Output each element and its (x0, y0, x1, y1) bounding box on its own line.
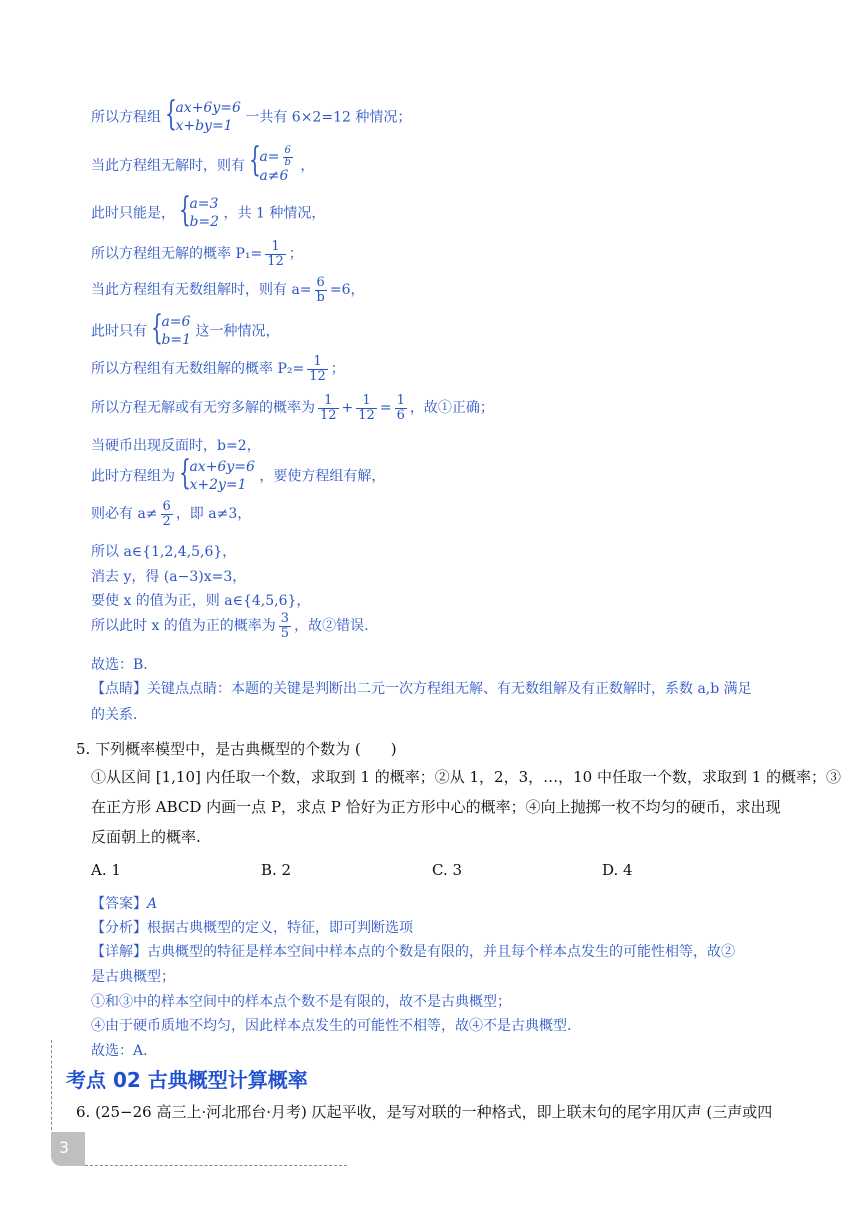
eq-row: ax+6y=6 (189, 459, 255, 475)
solution-line-10 (91, 453, 386, 494)
numerator: 1 (318, 394, 339, 409)
numerator: 6 (315, 276, 327, 291)
q5-body-line: 在正方形 ABCD 内画一点 P，求点 P 恰好为正方形中心的概率；④向上抛掷一枚不均匀的硬币，求出现 (91, 798, 781, 816)
operator: + (341, 400, 354, 417)
footer-dashed-line (85, 1165, 347, 1166)
text: 当此方程组有无数组解时，则有 a= (91, 282, 312, 299)
text: 根据古典概型的定义，特征，即可判断选项 (147, 920, 413, 936)
numerator: 3 (280, 611, 290, 626)
solution-line-1 (91, 94, 412, 135)
q5-detail-line: ④由于硬币质地不均匀，因此样本点发生的可能性不相等，故④不是古典概型. (91, 1018, 572, 1034)
denominator: 2 (162, 513, 171, 529)
text: 古典概型的特征是样本空间中样本点的个数是有限的，并且每个样本点发生的可能性相等，故② (147, 944, 735, 960)
text: ，故①正确； (409, 400, 494, 417)
denominator: 12 (309, 368, 326, 384)
eq-row: ax+6y=6 (175, 100, 241, 116)
q5-body-line: ①从区间 [1,10] 内任取一个数，求取到 1 的概率；②从 1，2，3，…，10 中任取一个数，求取到 1 的概率；③ (91, 768, 842, 786)
section-title: 考点 02 古典概型计算概率 (66, 1068, 308, 1092)
comment-tag: 【点睛】 (91, 681, 147, 697)
solution-line-16: 故选：B. (91, 657, 148, 673)
q5-detail-line: 是古典概型； (91, 969, 175, 985)
numerator: 1 (265, 240, 286, 255)
eq-row: b=2 (189, 213, 220, 230)
equation-system: { ax+6y=6 x+2y=1 (179, 453, 255, 493)
denominator: 12 (320, 407, 337, 423)
page-number: 3 (58, 1138, 70, 1157)
solution-line-7 (91, 355, 345, 383)
q5-detail-line: ①和③中的样本空间中的样本点个数不是有限的，故不是古典概型； (91, 994, 511, 1010)
eq-row: x+2y=1 (189, 476, 247, 493)
text: 所以方程组无解的概率 P₁= (91, 246, 263, 263)
numerator: 1 (396, 393, 405, 408)
denominator: 12 (267, 253, 284, 269)
q5-option-c: C. 3 (432, 861, 463, 879)
answer-tag: 【答案】 (91, 896, 147, 912)
q5-stem: 5. 下列概率模型中，是古典概型的个数为 ( ) (76, 740, 397, 758)
denominator: 5 (280, 625, 290, 641)
solution-line-12: 所以 a∈{1,2,4,5,6}， (91, 544, 237, 560)
equation-system: { a=6 b=1 (151, 308, 192, 348)
q5-body-line: 反面朝上的概率. (91, 828, 201, 846)
solution-line-3 (91, 190, 326, 231)
eq-row: a=6 (161, 314, 191, 330)
denominator: b (316, 289, 325, 305)
text: ，即 a≠3， (175, 506, 252, 523)
solution-line-5 (91, 276, 365, 304)
text: ； (288, 246, 303, 263)
text: 所以方程组 (91, 109, 161, 126)
q5-final: 故选：A. (91, 1043, 148, 1059)
numerator: 1 (356, 394, 377, 409)
text: ， (300, 157, 315, 174)
detail-tag: 【详解】 (91, 944, 147, 960)
eq-row: a=3 (189, 196, 219, 212)
text: 当此方程组无解时，则有 (91, 157, 245, 174)
solution-line-14: 要使 x 的值为正，则 a∈{4,5,6}， (91, 593, 311, 609)
q5-option-a: A. 1 (91, 861, 121, 879)
eq-part: a= (259, 149, 280, 165)
text: 则必有 a≠ (91, 506, 158, 523)
q5-answer (91, 893, 157, 913)
equation-system: { a=3 b=2 (179, 190, 220, 230)
solution-line-2 (91, 140, 315, 186)
answer-value: A (147, 896, 158, 912)
equation-system: { a= $\frac{6}{b}$ a≠6 (249, 146, 295, 186)
text: =6， (329, 282, 365, 299)
text: 一共有 6×2=12 种情况； (245, 109, 412, 126)
text: 此时只能是， (91, 205, 175, 222)
q5-detail (91, 941, 735, 961)
text: 此时方程组为 (91, 468, 175, 485)
text: 此时只有 (91, 323, 147, 340)
text: 关键点点睛：本题的关键是判断出二元一次方程组无解、有无数组解及有正数解时，系数 a,b 满足 (147, 681, 752, 697)
text: ； (330, 361, 345, 378)
comment-line-2: 的关系. (91, 707, 138, 723)
page-margin-dashed-line (51, 1040, 52, 1135)
denominator: 6 (396, 407, 405, 423)
solution-line-13: 消去 y，得 (a−3)x=3， (91, 569, 247, 585)
numerator: 6 (162, 499, 171, 514)
solution-line-6 (91, 308, 280, 349)
text: 所以方程组有无数组解的概率 P₂= (91, 361, 305, 378)
operator: = (379, 400, 392, 417)
solution-line-11 (91, 500, 251, 528)
equation-system: { ax+6y=6 x+by=1 (165, 94, 241, 134)
solution-line-15 (91, 612, 369, 640)
comment-line-1 (91, 678, 752, 698)
text: ，共 1 种情况， (223, 205, 326, 222)
solution-line-8 (91, 394, 494, 422)
analysis-tag: 【分析】 (91, 920, 147, 936)
denominator: 12 (358, 407, 375, 423)
denominator: b (284, 156, 291, 168)
text: ，故②错误. (294, 618, 369, 635)
text: 这一种情况， (195, 323, 280, 340)
text: ，要使方程组有解， (259, 468, 386, 485)
q5-option-b: B. 2 (261, 861, 292, 879)
solution-line-4 (91, 240, 303, 268)
eq-row: a≠6 (259, 168, 289, 184)
page-number-tab (51, 1132, 85, 1166)
text: 所以此时 x 的值为正的概率为 (91, 618, 276, 635)
numerator: 1 (307, 355, 328, 370)
text: 所以方程无解或有无穷多解的概率为 (91, 400, 315, 417)
q6-stem: 6. (25−26 高三上·河北邢台·月考) 仄起平收，是写对联的一种格式，即上联末句的尾字用仄声 (三声或四 (76, 1103, 773, 1121)
q5-analysis (91, 917, 413, 937)
numerator: 6 (283, 146, 293, 158)
eq-row: x+by=1 (175, 117, 233, 134)
solution-line-9: 当硬币出现反面时，b=2， (91, 438, 261, 454)
eq-row: b=1 (161, 331, 192, 348)
q5-option-d: D. 4 (602, 861, 633, 879)
